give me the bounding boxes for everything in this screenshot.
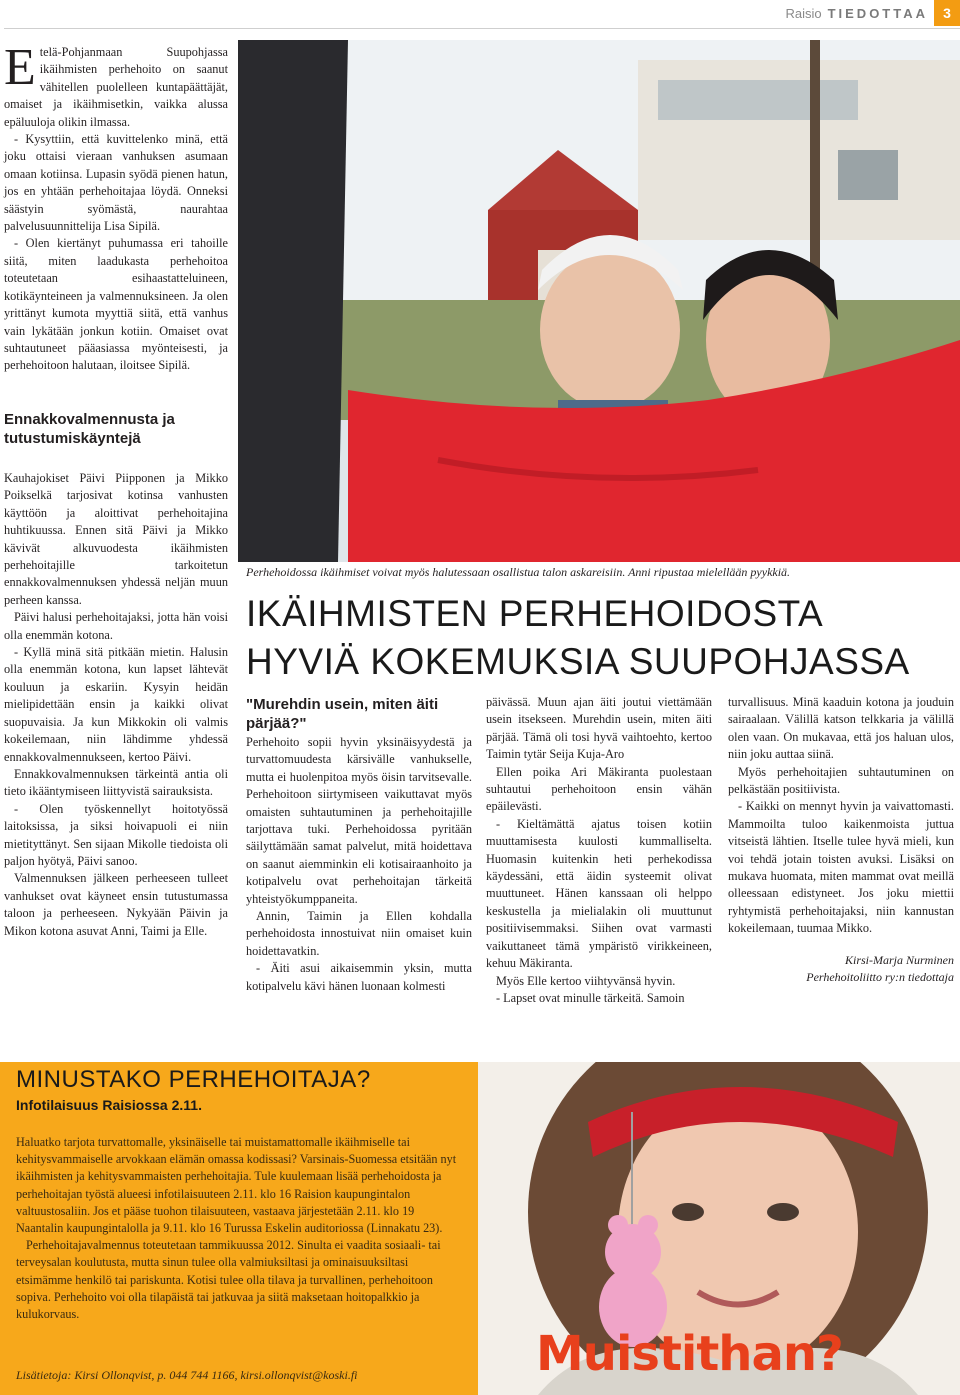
section-title: TIEDOTTAA [827, 5, 928, 21]
ad-paragraph: Perhehoitajavalmennus toteutetaan tammikuussa 2012. Sinulta ei vaadita sosiaali- tai terveysalan koulutusta, mutta sinun tulee olla valmiuksiltasi ja ominaisuuksiltasi etsimämme henkilö tai pariskunta. Kotisi tulee olla tilava ja turvallinen, perhehoitoon sopiva. Perhehoito voi olla tilapäistä tai jatkuvaa ja siitä maksetaan hoitopalkkio ja kulukorvaus. [16, 1238, 441, 1322]
mid-b-paragraph: - Kieltämättä ajatus toisen kotiin muuttamisesta kuulosti kummalliselta. Huomasin kuitenkin heti perhekodissa käydessäni, että äidin systeemit olivat muuttuneet. Hänen kanssaan oli helppo keskustella ja mielialakin oli muuttunut positiivisemmaksi. Siihen ovat varmasti vaikuttaneet tämä ympäristö virikkeineen, kehuu Mäkiranta. [486, 816, 712, 971]
mid-a-paragraph: - Äiti asui aikaisemmin yksin, mutta kotipalvelu kävi hänen luonaan kolmesti [246, 961, 472, 993]
drop-cap: E [4, 39, 36, 96]
right-paragraph: turvallisuus. Minä kaaduin kotona ja jouduin sairaalaan. Välillä katson telkkaria ja välillä olen vaan. On mukavaa, että jos haluan ulos, niin joku auttaa siinä. [728, 695, 954, 762]
photo-caption: Perhehoidossa ikäihmiset voivat myös halutessaan osallistua talon askareisiin. Anni ripustaa mielellään pyykkiä. [246, 565, 791, 579]
lead-paragraph-2: - Kysyttiin, että kuvittelenko minä, että joku ottaisi vieraan vanhuksen asumaan omaan kotiinsa. Lupasin syödä pienen hatun, jos en yhtään perhehoitajaa löydä. Onneksi säästyin syömästä, naurahtaa palvelusuunnittelija Lisa Sipilä. [4, 132, 228, 234]
left-paragraph: Päivi halusi perhehoitajaksi, jotta hän voisi olla enemmän kotona. [4, 610, 228, 642]
article-headline [246, 590, 960, 686]
headline-line-2: HYVIÄ KOKEMUKSIA SUUPOHJASSA [246, 641, 910, 682]
right-paragraph: - Kaikki on mennyt hyvin ja vaivattomasti. Mammoilta tuloo kaikenmoista juttua vitseistä lähtien. Itselle tulee hyvä mieli, kun voi tehdä jotain toisten avuksi. Lisäksi on mukava huomata, miten mammat ovat meillä olleessaan edistyneet. Jos joku miettii ryhtymistä perhehoitajaksi, niin kannustan kokeilemaan, tuumaa Mikko. [728, 799, 954, 936]
lead-paragraph-3: - Olen kiertänyt puhumassa eri tahoille siitä, miten laadukasta perhehoitoa toteutetaan esihaastatteluineen, kotikäynteineen ja valmennuksineen. Ja olen yrittänyt kumota myyttiä siitä, että vanhus vain lykätään jonkun kotiin. Omaiset ovat suhtautuneet pääasiassa myönteisesti, ja perhehoitoon halutaan, iloitsee Sipilä. [4, 236, 228, 373]
ad-subtitle: Infotilaisuus Raisiossa 2.11. [16, 1097, 202, 1113]
mid-column-b [486, 694, 712, 1007]
ad-paragraph: Haluatko tarjota turvattomalle, yksinäiselle tai muistamattomalle ikäihmiselle tai kehitysvammaiselle arvokkaan elämän omassa kodissasi? Varsinais-Suomessa etsitään nyt ikäihmisten ja kehitysvammaisten perhehoitajia. Tule kuulemaan lisää perhehoidosta ja perhehoitajan työstä alueesi infotilaisuuteen 2.11. klo 16 Raision kaupungintalon valtuustosaliin. Jos et pääse tuohon tilaisuuteen, vastaava järjestetään 2.11. klo 19 Naantalin kaupungintalolla ja 9.11. klo 16 Turussa Eskelin auditoriossa (Linnakatu 23). [16, 1135, 457, 1236]
ad-text [16, 1134, 462, 1323]
publication-name: Raisio [785, 5, 822, 21]
left-paragraph: Valmennuksen jälkeen perheeseen tulleet vanhukset ovat käyneet ensin tutustumassa taloon ja perheeseen. Nykyään Päivin ja Mikon kotona asuvat Anni, Taimi ja Elle. [4, 871, 228, 938]
mid-a-paragraph: Perhehoito sopii hyvin yksinäisyydestä ja turvattomuudesta kärsivälle vanhukselle, mutta ei huolenpitoa myös öisin tarvitsevalle. Perhehoitoon siirtymiseen vaikuttavat myös omaisten suhtautuminen ja perhehoitajille tarjottava tuki. Perhehoidossa pyritään säilyttämään samat palvelut, mitä hoidettava on saanut aiemminkin eli kotisairaanhoito ja kotipalvelu ovat perhehoitajan tärkeitä yhteistyökumppaneita. [246, 735, 472, 906]
mid-a-paragraph: Annin, Taimin ja Ellen kohdalla perhehoidosta innostuivat niin omaiset kuin hoidettavatkin. [246, 909, 472, 958]
headline-line-1: IKÄIHMISTEN PERHEHOIDOSTA [246, 593, 824, 634]
ad-title: MINUSTAKO PERHEHOITAJA? [16, 1066, 371, 1093]
mid-b-paragraph: - Lapset ovat minulle tärkeitä. Samoin [496, 990, 685, 1005]
right-paragraph: Myös perhehoitajien suhtautuminen on pelkästään positiivista. [728, 764, 954, 797]
mid-b-paragraph: Myös Elle kertoo viihtyvänsä hyvin. [496, 973, 676, 988]
author-org: Perhehoitoliitto ry:n tiedottaja [806, 969, 954, 984]
right-column [728, 694, 954, 986]
photo-illustration [238, 40, 960, 562]
page-number: 3 [934, 0, 960, 26]
author-name: Kirsi-Marja Nurminen [844, 952, 954, 967]
ad-tagline: Muistithan? [536, 1326, 843, 1382]
left-paragraph: Ennakkovalmennuksen tärkeintä antia oli tieto ikääntymiseen liittyvistä sairauksista. [4, 766, 228, 799]
lead-column [4, 39, 228, 375]
header-rule [4, 28, 960, 29]
mid-column-a [246, 734, 472, 995]
mid-subheading: "Murehdin usein, miten äiti pärjää?" [246, 696, 439, 732]
author-signature [728, 952, 954, 986]
mid-b-paragraph: Ellen poika Ari Mäkiranta puolestaan suhtautui perhehoitoon ensin vähän epäilevästi. [486, 764, 712, 814]
ad-contact: Lisätietoja: Kirsi Ollonqvist, p. 044 744 1166, kirsi.ollonqvist@koski.fi [16, 1368, 358, 1382]
left-column-2 [4, 470, 228, 940]
page-header [785, 0, 960, 26]
left-paragraph: - Kyllä minä sitä pitkään mietin. Halusin olla enemmän kotona, kun lapset lähtevät kouluun ja eskariin. Kysyin heidän mielipidettään ensin ja kaikki olivat suopuvaisia. Ja kun Mikkokin oli valmis kokeilemaan, niin lähdimme yhdessä ennakkovalmennukseen, kertoo Päivi. [4, 645, 228, 764]
mid-b-paragraph: päivässä. Muun ajan äiti joutui viettämään usein itsekseen. Murehdin usein, miten äiti pärjää. Tämä oli tosi hyvä vaihtoehto, kertoo Taimin tytär Seija Kuja-Aro [486, 695, 712, 762]
left-paragraph: Kauhajokiset Päivi Piipponen ja Mikko Poikselkä tarjosivat kotinsa vanhusten käyttöön ja aloittivat perhehoitajina huhtikuussa. Ennen sitä Päivi ja Mikko kävivät alkuvuodesta ikäihmisten perhehoitajille tarkoitetun ennakkovalmennuksen yhdessä neljän muun perheen kanssa. [4, 471, 228, 607]
left-subheading: Ennakkovalmennusta ja tutustumiskäyntejä [4, 411, 175, 447]
left-paragraph: - Olen työskennellyt hoitotyössä laitoksissa, ja siksi hoivapuoli ei niin mietityttänyt. Sen sijaan Mikolle tiedoista oli paljon hyötyä, Päivi sanoo. [4, 801, 228, 868]
lead-paragraph-1 [4, 39, 228, 131]
main-photo [238, 40, 960, 562]
lead-text-1: telä-Pohjanmaan Suupohjassa ikäihmisten perhehoito on saanut vähitellen puolelleen kuntapäättäjät, omaiset ja ikäihmisetkin, vaikka alussa epäluuloja olikin ilmassa. [4, 45, 228, 129]
